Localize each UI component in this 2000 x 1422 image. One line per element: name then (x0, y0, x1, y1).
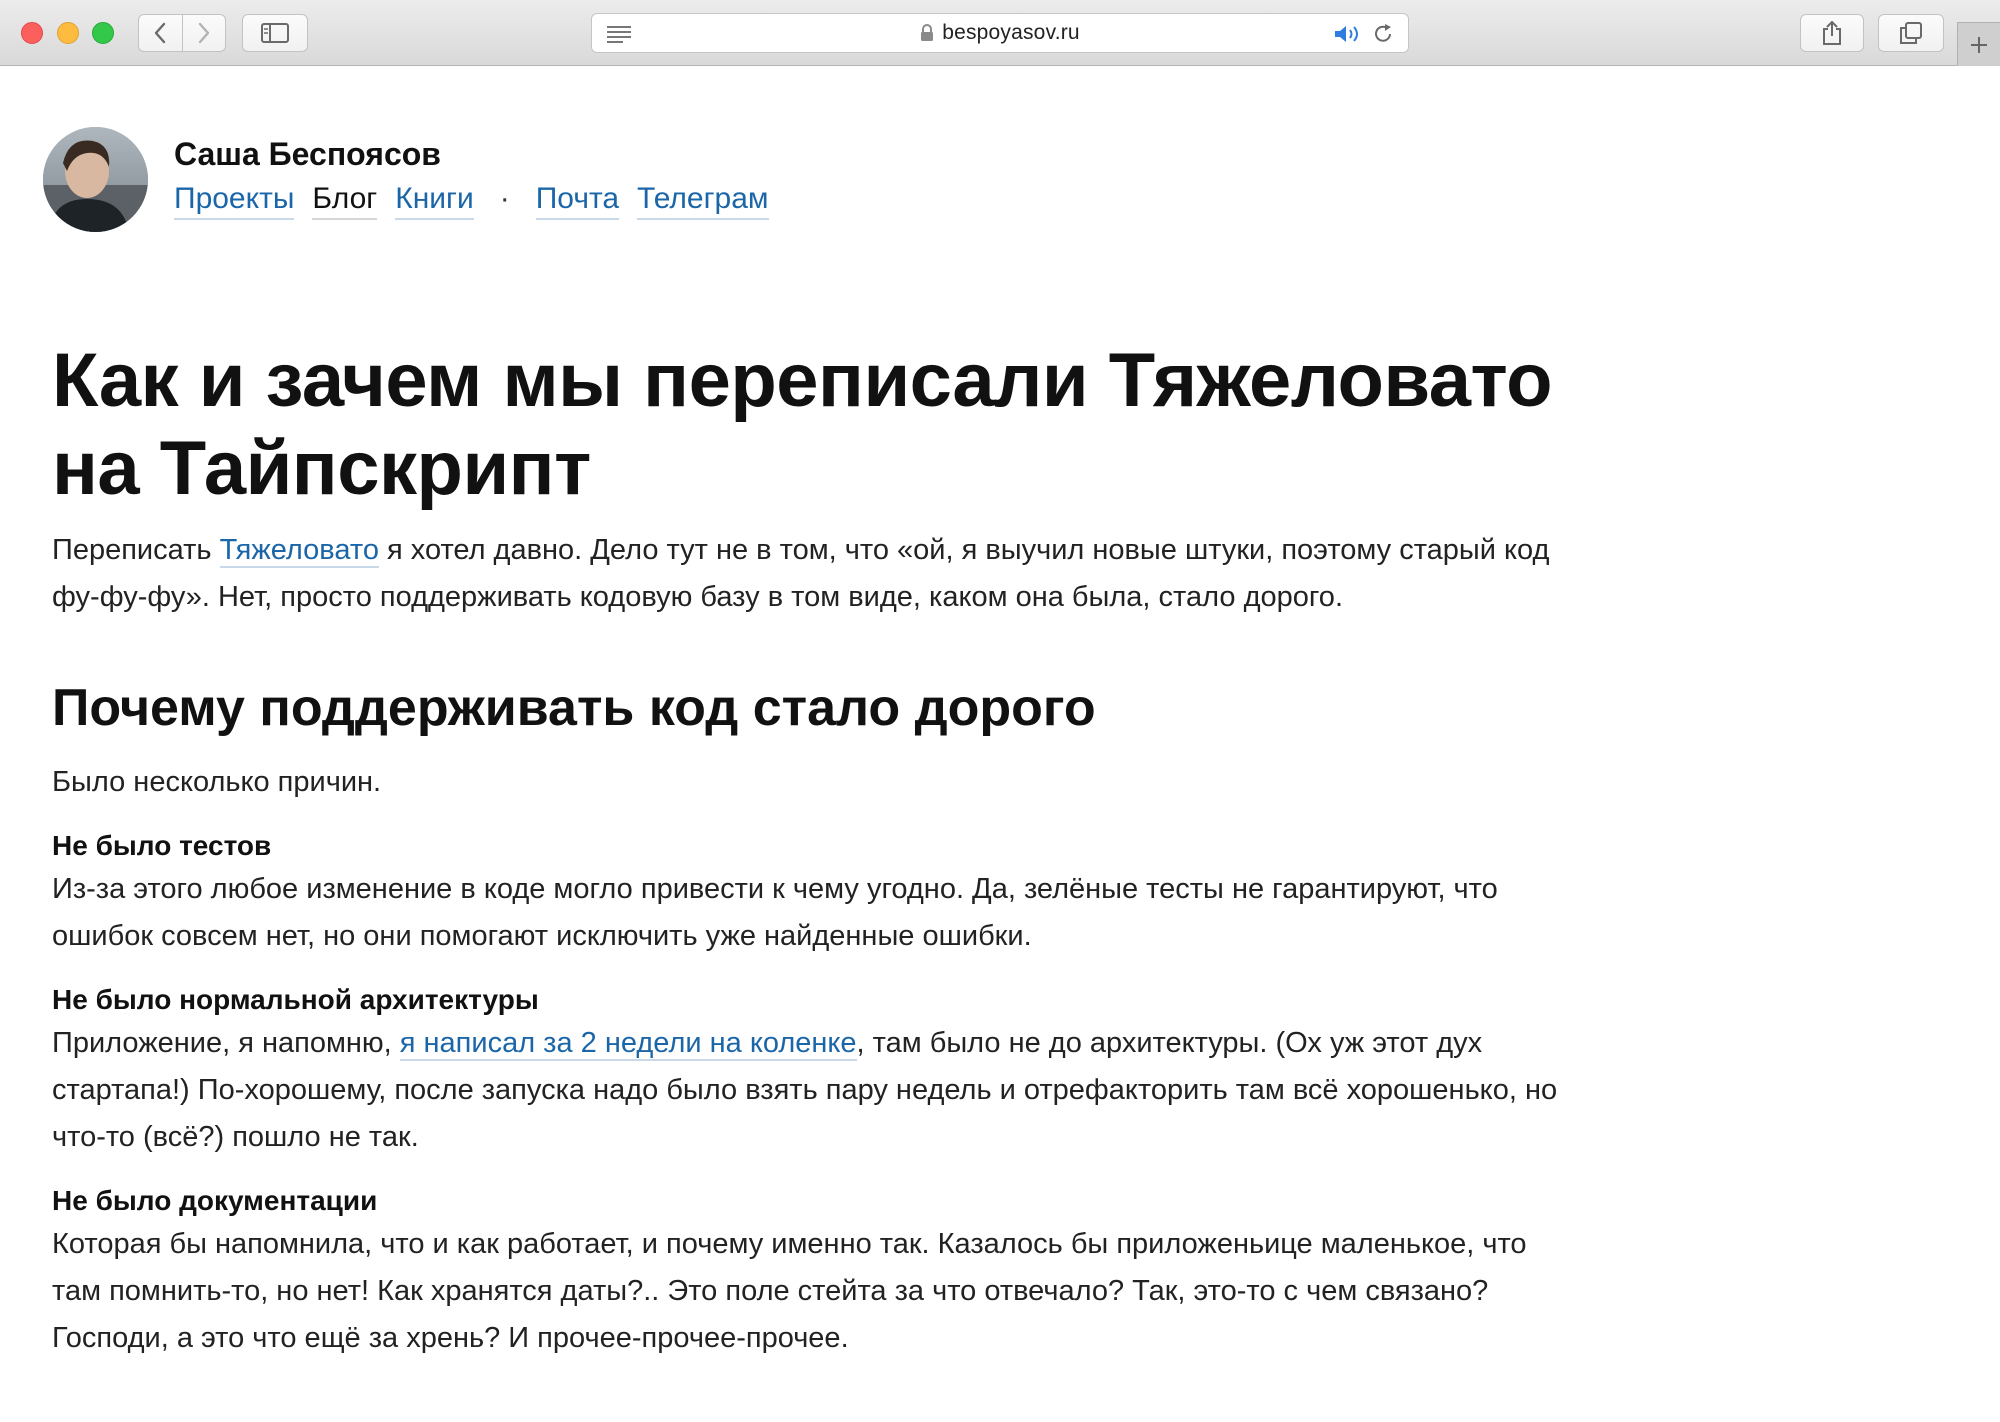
reason1-title: Не было тестов (52, 830, 272, 861)
reason2-text-end: , там было не до архитектуры. (Ох уж этот дух стартапа!) По-хорошему, после запуска надо было взять пару недель и отрефакторить там всё хорошенько, но что-то (всё?) пошло не так. (52, 1027, 1558, 1153)
sidebar-toggle-button[interactable] (242, 14, 308, 52)
reload-icon[interactable] (1372, 23, 1394, 50)
chevron-left-icon (153, 22, 167, 44)
site-nav (174, 182, 769, 220)
nav-link-projects[interactable]: Проекты (174, 182, 294, 220)
history-nav-group (138, 14, 226, 52)
sidebar-icon (261, 23, 289, 43)
window-zoom-button[interactable] (92, 22, 114, 44)
forward-button[interactable] (182, 15, 226, 51)
avatar[interactable] (43, 127, 148, 232)
nav-item-blog: Блог (312, 182, 377, 220)
url-text: bespoyasov.ru (942, 21, 1080, 44)
chevron-right-icon (197, 22, 211, 44)
reasons-intro: Было несколько причин. (52, 766, 382, 798)
reason2-text (52, 1020, 1582, 1161)
article-title-line2: на Тайпскрипт (52, 426, 591, 511)
section-heading: Почему поддерживать код стало дорого (52, 679, 1096, 737)
intro-paragraph (52, 527, 1562, 621)
share-icon (1821, 20, 1843, 46)
lock-icon (920, 24, 934, 42)
show-tabs-button[interactable] (1878, 14, 1944, 52)
share-button[interactable] (1800, 14, 1864, 52)
reason3-title: Не было документации (52, 1185, 378, 1216)
reason2-text-start: Приложение, я напомню, (52, 1027, 400, 1059)
tabs-overview-icon (1900, 22, 1922, 44)
nav-link-telegram[interactable]: Телеграм (637, 182, 768, 220)
nav-link-mail[interactable]: Почта (536, 182, 619, 220)
reason1-text: Из-за этого любое изменение в коде могло привести к чему угодно. Да, зелёные тесты не гарантируют, что ошибок совсем нет, но они помогают исключить уже найденные ошибки. (52, 873, 1498, 952)
browser-toolbar (0, 0, 2000, 66)
back-button[interactable] (139, 15, 182, 51)
nav-link-books[interactable]: Книги (395, 182, 474, 220)
article (52, 337, 1582, 1362)
intro-link[interactable]: Тяжеловато (219, 534, 379, 566)
window-close-button[interactable] (21, 22, 43, 44)
url-container (592, 14, 1408, 52)
avatar-photo (43, 127, 148, 232)
author-name[interactable]: Саша Беспоясов (174, 136, 441, 172)
nav-separator: · (499, 182, 510, 215)
article-title-line1: Как и зачем мы переписали Тяжеловато (52, 338, 1553, 423)
new-tab-button[interactable] (1957, 22, 2000, 66)
window-minimize-button[interactable] (57, 22, 79, 44)
address-bar[interactable] (591, 13, 1409, 53)
plus-icon (1969, 35, 1989, 55)
article-title (52, 337, 1582, 513)
reason2-link[interactable]: я написал за 2 недели на коленке (399, 1027, 857, 1059)
intro-text-start: Переписать (52, 534, 220, 566)
speaker-icon[interactable] (1334, 24, 1364, 49)
reason3-text: Которая бы напомнила, что и как работает, и почему именно так. Казалось бы приложеньице маленькое, что там помнить-то, но нет! Как хранятся даты?.. Это поле стейта за что отвечало? Так, это-то с чем связано? Господи, а это что ещё за хрень? И прочее-прочее-прочее. (52, 1228, 1527, 1354)
intro-text-end: я хотел давно. Дело тут не в том, что «ой, я выучил новые штуки, поэтому старый код фу-фу-фу». Нет, просто поддерживать кодовую базу в том виде, каком она была, стало дорого. (52, 534, 1550, 613)
reason2-title: Не было нормальной архитектуры (52, 984, 539, 1015)
